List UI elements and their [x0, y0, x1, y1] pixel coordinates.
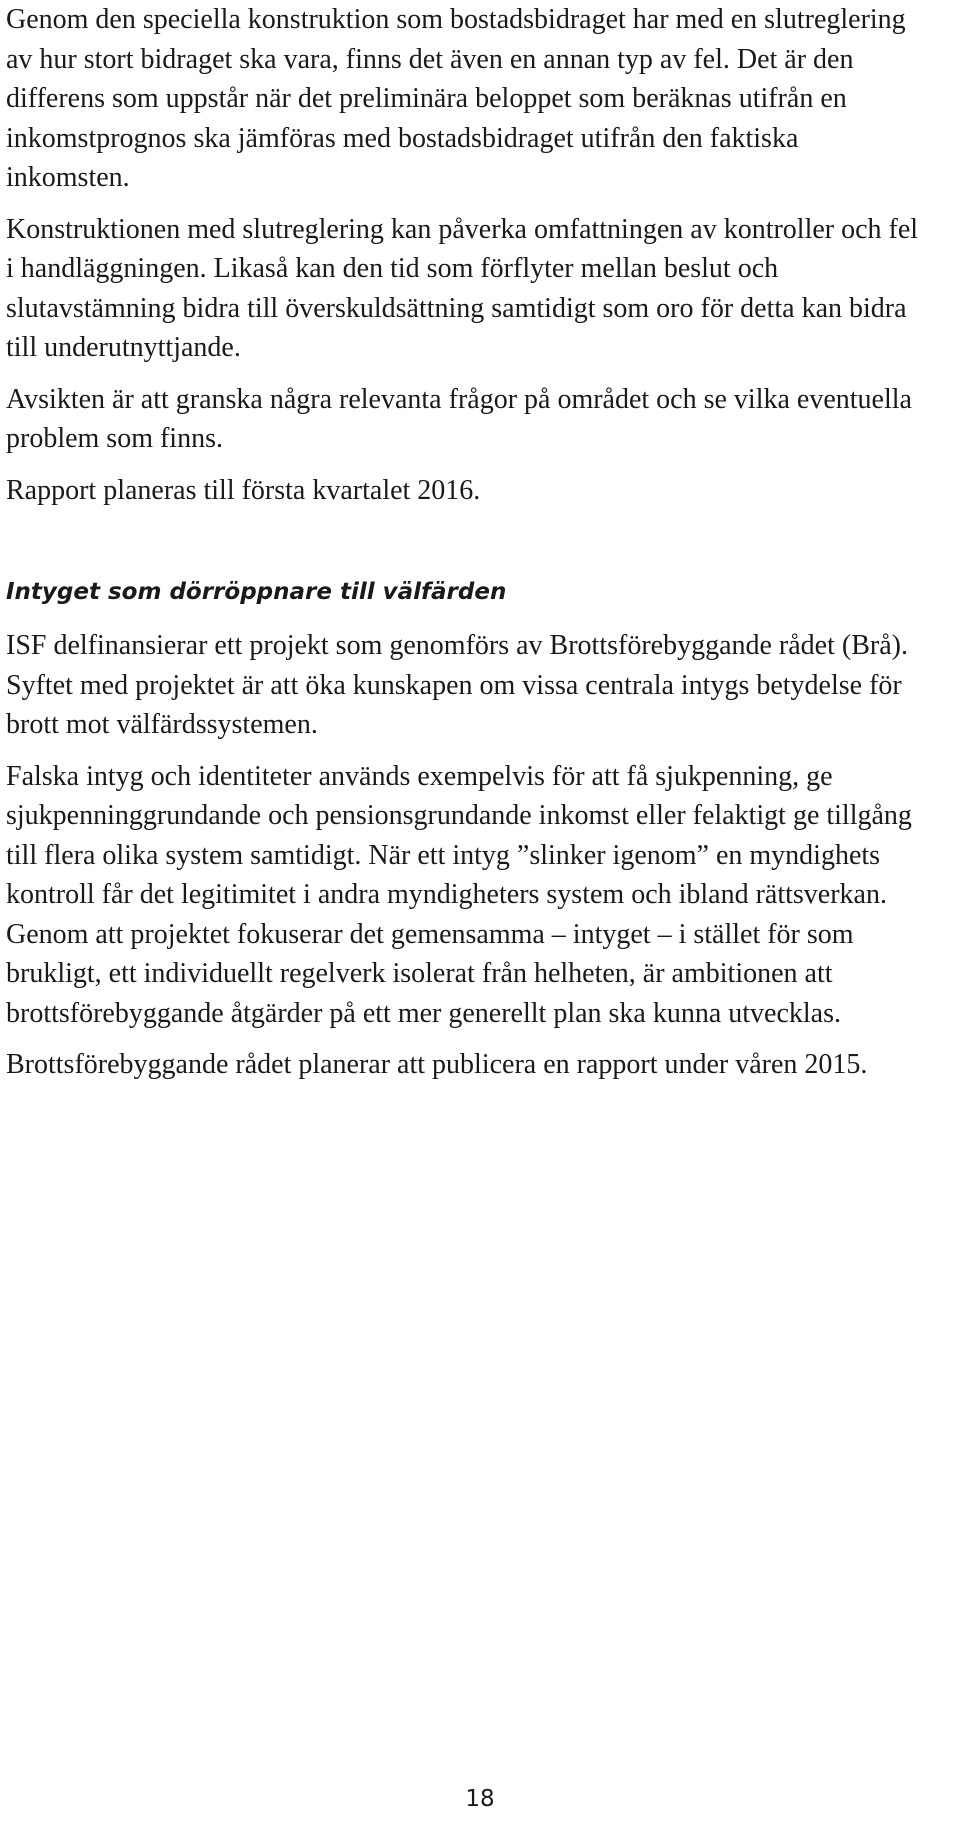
document-page [6, 0, 924, 1097]
body-paragraph: Rapport planeras till första kvartalet 2016. [6, 474, 481, 506]
body-paragraph: Avsikten är att granska några relevanta frågor på området och se vilka eventuella problem som finns. [6, 383, 912, 454]
body-paragraph: ISF delfinansierar ett projekt som genomförs av Brottsförebyggande rådet (Brå). Syftet med projektet är att öka kunskapen om vissa centrala intygs betydelse för brott mot välfärdssystemen. [6, 630, 908, 740]
body-paragraph: Falska intyg och identiteter används exempelvis för att få sjukpenning, ge sjukpenninggrundande och pensionsgrundande inkomst eller felaktigt ge tillgång till flera olika system samtidigt. När ett intyg ”slinker igenom” en myndighets kontroll får det legitimitet i andra myndigheters system och ibland rättsverkan. Genom att projektet fokuserar det gemensamma – intyget – i stället för som brukligt, ett individuellt regelverk isolerat från helheten, är ambitionen att brottsförebyggande åtgärder på ett mer generellt plan ska kunna utvecklas. [6, 760, 912, 1029]
section-heading: Intyget som dörröppnare till välfärden [6, 579, 507, 605]
page-number: 18 [465, 1786, 495, 1812]
body-paragraph: Genom den speciella konstruktion som bostadsbidraget har med en slutreglering av hur stort bidraget ska vara, finns det även en annan typ av fel. Det är den differens som uppstår när det preliminära beloppet som beräknas utifrån en inkomstprognos ska jämföras med bostadsbidraget utifrån den faktiska inkomsten. [6, 4, 906, 193]
body-paragraph: Konstruktionen med slutreglering kan påverka omfattningen av kontroller och fel i handläggningen. Likaså kan den tid som förflyter mellan beslut och slutavstämning bidra till överskuldsättning samtidigt som oro för detta kan bidra till underutnyttjande. [6, 213, 919, 363]
body-paragraph: Brottsförebyggande rådet planerar att publicera en rapport under våren 2015. [6, 1049, 868, 1080]
